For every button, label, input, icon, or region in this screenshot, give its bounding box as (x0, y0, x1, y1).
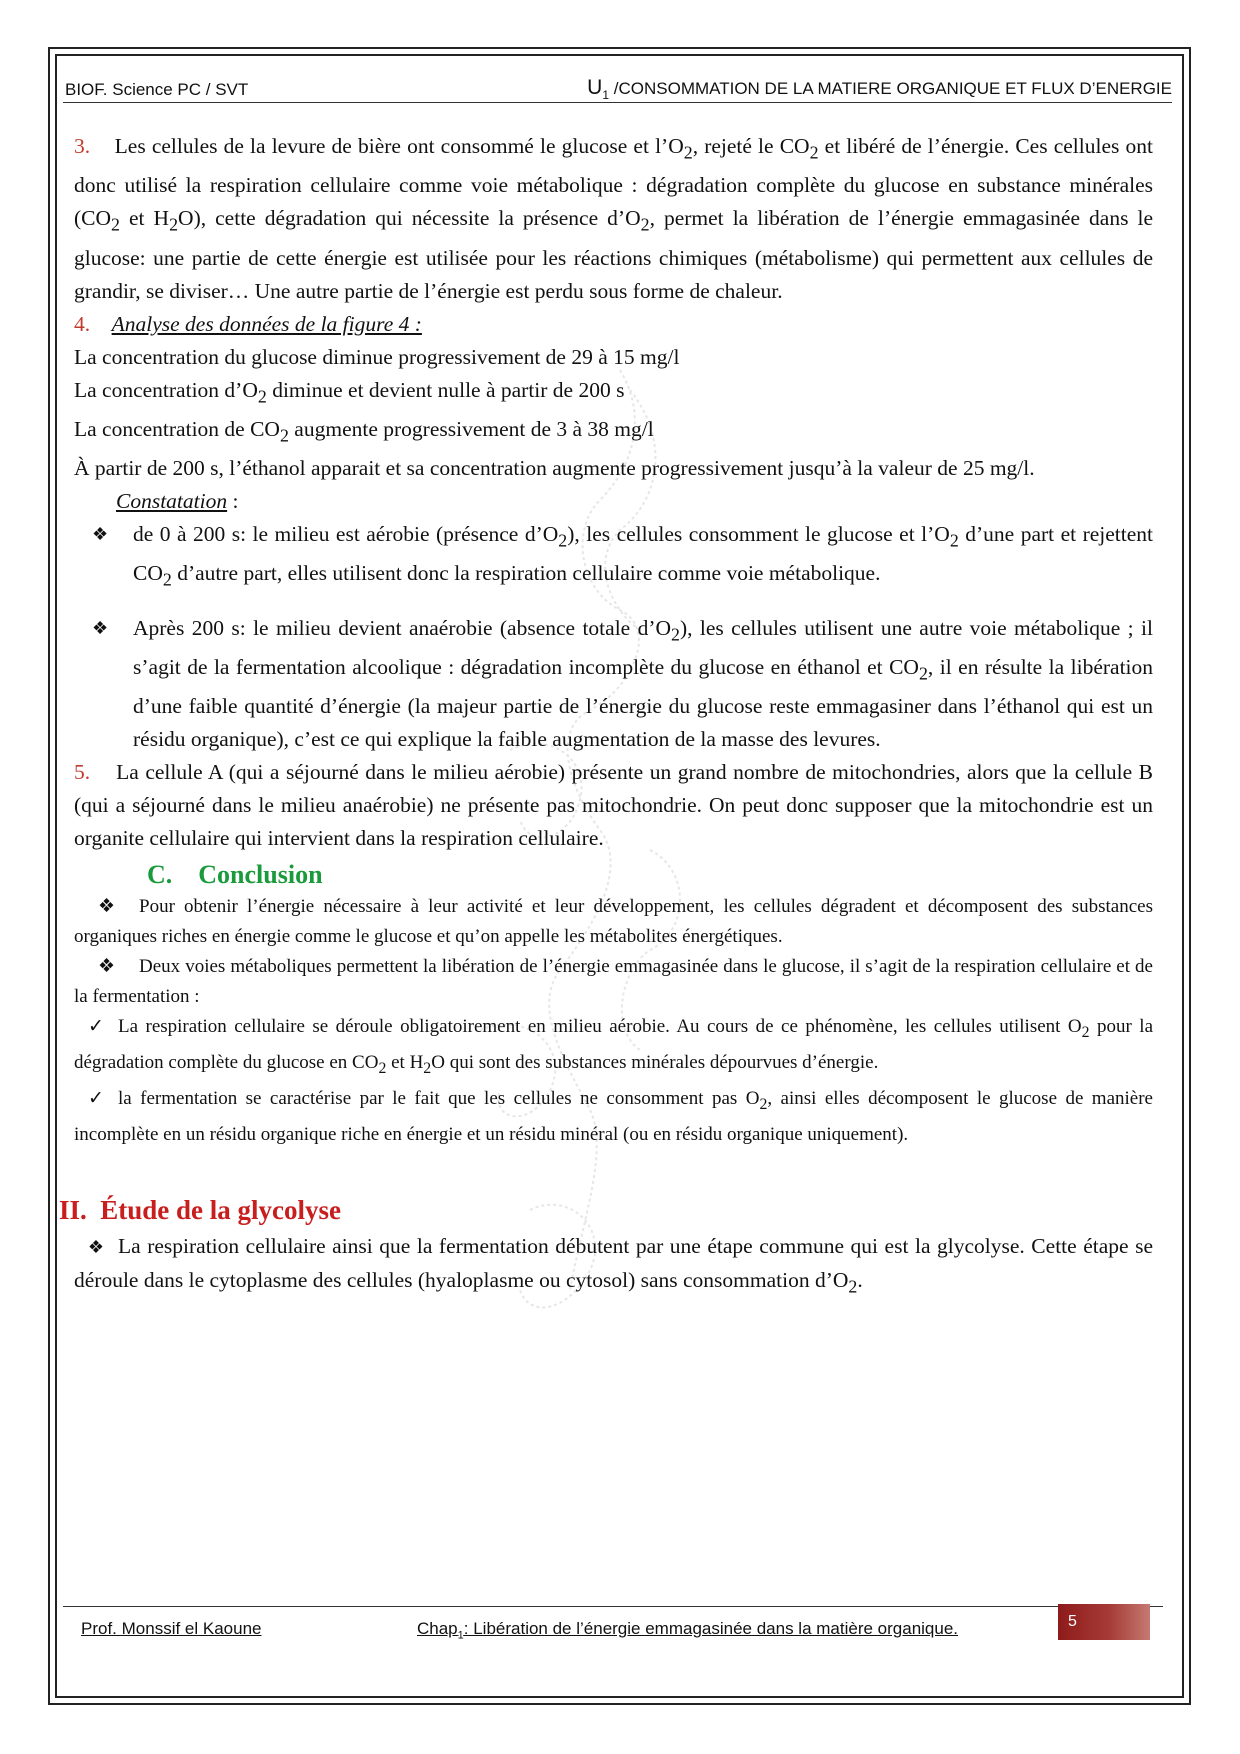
item-number-4: 4. (74, 311, 91, 336)
analysis-line-3: La concentration de $CO_2$ augmente progressivement de 3 à 38 mg/l (74, 416, 654, 446)
paragraph-5: 5. La cellule A (qui a séjourné dans le milieu aérobie) présente un grand nombre de mitochondries, alors que la cellule B (qui a séjourné dans le milieu anaérobie) ne présente pas mitochondrie. On peut donc supposer que la mitochondrie est un organite cellulaire qui intervient dans la respiration cellulaire. (74, 760, 1154, 851)
constatation-bullet-2: ❖ Après 200 s: le milieu devient anaérobie (absence totale $d’O_2$), les cellules utilisent une autre voie métabolique ; il s’agit de la fermentation alcoolique : dégradation incomplète du glucose en éthanol et $CO_2$, il en résulte la libération d’une faible quantité d’énergie (la majeur partie de l’énergie du glucose reste emmagasiner dans l’éthanol qui est un résidu organique), c’est ce qui explique la faible augmentation de la masse des levures. (74, 612, 1153, 757)
diamond-bullet-icon: ❖ (92, 524, 109, 545)
diamond-bullet-icon: ❖ (87, 1236, 105, 1257)
diamond-bullet-icon: ❖ (97, 956, 116, 978)
diamond-bullet-icon: ❖ (92, 617, 109, 638)
glycolyse-paragraph: ❖ La respiration cellulaire ainsi que la fermentation débutent par une étape commune qui est la glycolyse. Cette étape se déroule dans le cytoplasme des cellules (hyaloplasme ou cytosol) sans consommation $d’O_2$. (74, 1230, 1153, 1303)
check-icon: ✓ (88, 1016, 104, 1038)
section-heading-glycolyse: II. Étude de la glycolyse (59, 1194, 342, 1225)
constatation-bullet-1: ❖ de 0 à 200 s: le milieu est aérobie (présence $d’O_2$), les cellules consomment le glucose et $l’O_2$ d’une part et rejettent $CO_2$ d’autre part, elles utilisent donc la respiration cellulaire comme voie métabolique. (74, 518, 1153, 597)
analysis-line-1: La concentration du glucose diminue progressivement de 29 à 15 mg/l (74, 344, 680, 369)
item-number-3: 3. (74, 134, 91, 158)
paragraph-3: 3. Les cellules de la levure de bière ont consommé le glucose et $l’O_2$, rejeté le $CO_2$ et libéré de l’énergie. Ces cellules ont donc utilisé la respiration cellulaire comme voie métabolique : dégradation complète du glucose en substance minérales ($CO_2$ et $H_2O$), cette dégradation qui nécessite la présence $d’O_2$, permet la libération de l’énergie emmagasinée dans le glucose: une partie de cette énergie est utilisée pour les réactions chimiques (métabolisme) qui permettent aux cellules de grandir, se diviser… Une autre partie de l’énergie est perdu sous forme de chaleur. (74, 134, 1153, 303)
page-footer (63, 1606, 1163, 1643)
conclusion-check-2: ✓ la fermentation se caractérise par le fait que les cellules ne consomment pas $O_2$, ainsi elles décomposent le glucose de manière incomplète en un résidu organique riche en énergie et un résidu minéral (ou en résidu organique uniquement). (74, 1084, 1153, 1150)
item-number-5: 5. (74, 760, 91, 785)
conclusion-point-1: ❖ Pour obtenir l’énergie nécessaire à leur activité et leur développement, les cellules dégradent et décomposent des substances organiques riches en énergie comme le glucose et qu’on appelle les métabolites énergétiques. (74, 892, 1153, 952)
conclusion-heading: C. Conclusion (147, 860, 323, 890)
analysis-line-4: À partir de 200 s, l’éthanol apparait et sa concentration augmente progressivement jusqu’à la valeur de 25 mg/l. (74, 456, 1035, 481)
conclusion-point-2: ❖ Deux voies métaboliques permettent la libération de l’énergie emmagasinée dans le glucose, il s’agit de la respiration cellulaire et de la fermentation : (74, 952, 1153, 1012)
page-content (59, 130, 1154, 1303)
check-icon: ✓ (88, 1087, 104, 1109)
analysis-line-2: La concentration $d’O_2$ diminue et devient nulle à partir de 200 s (74, 377, 625, 406)
footer-chapter: Chap$_1$: Libération de l’énergie emmagasinée dans la matière organique. (417, 1619, 959, 1642)
page-header (63, 76, 1172, 103)
diamond-bullet-icon: ❖ (97, 896, 116, 918)
page-number: 5 (1068, 1613, 1077, 1630)
header-unit: $U_1$ /CONSOMMATION DE LA MATIERE ORGANIQUE ET FLUX D’ENERGIE (587, 76, 1172, 103)
conclusion-check-1: ✓ La respiration cellulaire se déroule obligatoirement en milieu aérobie. Au cours de ce phénomène, les cellules utilisent $O_2$ pour la dégradation complète du glucose en $CO_2$ et $H_2O$ qui sont des substances minérales dépourvues d’énergie. (74, 1012, 1153, 1084)
paragraph-4-title (74, 308, 1153, 341)
constatation-label: Constatation : (116, 489, 239, 514)
page-number-box (1058, 1604, 1150, 1640)
footer-author: Prof. Monssif el Kaoune (81, 1619, 262, 1638)
header-course: BIOF. Science PC / SVT (65, 80, 249, 99)
analysis-title: Analyse des données de la figure 4 : (111, 311, 422, 336)
